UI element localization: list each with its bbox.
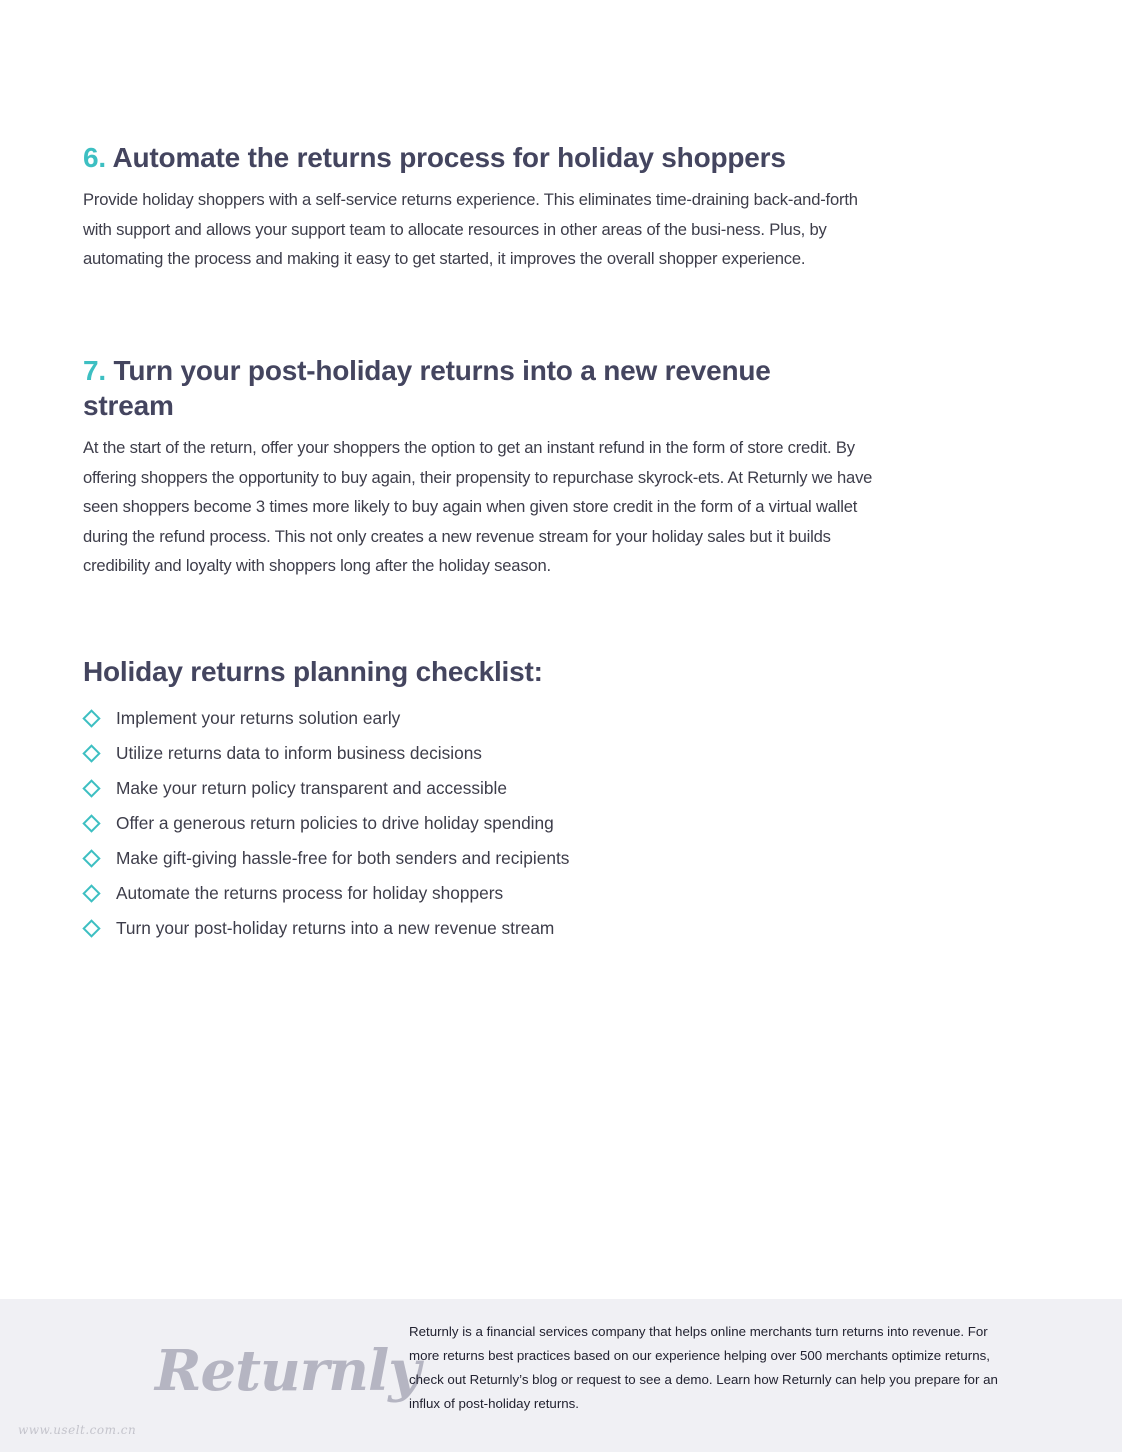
checklist-item-text: Make gift-giving hassle-free for both senders and recipients [116, 848, 570, 868]
footer-about-text: Returnly is a financial services company that helps online merchants turn returns into revenue. For more returns best practices based on our experience helping over 500 merchants optimize returns, check out Returnly’s blog or request to see a demo. Learn how Returnly can help you prepare for an influx of post-holiday returns. [409, 1324, 998, 1411]
section-body: Provide holiday shoppers with a self-service returns experience. This eliminates time-draining back-and-forth with support and allows your support team to allocate resources in other areas of the busi-ness. Plus, by automating the process and making it easy to get started, it improves the overall shopper experience. [83, 190, 858, 268]
diamond-outline-icon [82, 884, 100, 902]
checklist-item [83, 876, 883, 911]
diamond-outline-icon [82, 919, 100, 937]
watermark: www.uselt.com.cn [18, 1423, 137, 1437]
checklist-item [83, 841, 883, 876]
checklist-item-text: Implement your returns solution early [116, 708, 401, 728]
checklist-item [83, 701, 883, 736]
section-post-holiday-revenue [83, 353, 883, 581]
section-heading [83, 353, 803, 423]
checklist-item [83, 736, 883, 771]
checklist-title: Holiday returns planning checklist: [83, 656, 543, 687]
footer [0, 1299, 1122, 1452]
returnly-logo: Returnly [155, 1338, 420, 1404]
section-automate-returns [83, 140, 883, 274]
holiday-returns-checklist [83, 654, 883, 946]
diamond-outline-icon [82, 779, 100, 797]
checklist-item-text: Automate the returns process for holiday shoppers [116, 883, 504, 903]
checklist-item-text: Utilize returns data to inform business decisions [116, 743, 482, 763]
checklist-item-text: Offer a generous return policies to drive holiday spending [116, 813, 554, 833]
checklist-item [83, 771, 883, 806]
section-title: Turn your post-holiday returns into a new revenue stream [83, 355, 771, 421]
section-heading [83, 140, 883, 175]
checklist-item [83, 911, 883, 946]
diamond-outline-icon [82, 814, 100, 832]
diamond-outline-icon [82, 849, 100, 867]
section-number: 6. [83, 142, 106, 173]
diamond-outline-icon [82, 709, 100, 727]
checklist-item-text: Turn your post-holiday returns into a new revenue stream [116, 918, 555, 938]
checklist-list [83, 701, 883, 946]
checklist-item [83, 806, 883, 841]
section-title: Automate the returns process for holiday shoppers [112, 142, 786, 173]
section-body: At the start of the return, offer your shoppers the option to get an instant refund in the form of store credit. By offering shoppers the opportunity to buy again, their propensity to repurchase skyrock-ets. At Returnly we have seen shoppers become 3 times more likely to buy again when given store credit in the form of a virtual wallet during the refund process. This not only creates a new revenue stream for your holiday sales but it builds credibility and loyalty with shoppers long after the holiday season. [83, 438, 873, 575]
section-number: 7. [83, 355, 106, 386]
diamond-outline-icon [82, 744, 100, 762]
checklist-item-text: Make your return policy transparent and accessible [116, 778, 507, 798]
